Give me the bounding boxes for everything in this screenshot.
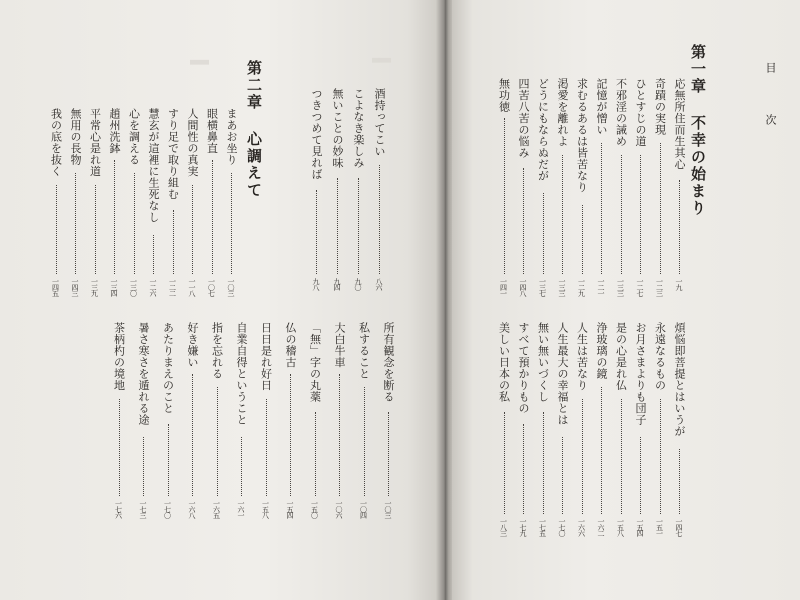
toc-entry-title: 是の心是れ仏: [614, 322, 628, 391]
toc-leader-dots: [75, 173, 76, 275]
toc-page-number: 一六一: [237, 500, 245, 518]
toc-entry-title: すべて預かりもの: [517, 322, 530, 414]
toc-page-number: 一六八: [188, 500, 196, 518]
toc-entry-title: こよなき楽しみ: [352, 88, 365, 169]
toc-leader-dots: [192, 185, 193, 274]
toc-entry-title: 我の底を抜く: [49, 108, 63, 177]
toc-entry-title: ひとすじの道: [634, 78, 647, 147]
toc-page-number: 一三九: [90, 278, 99, 296]
toc-page-number: 一六二: [597, 518, 605, 536]
toc-entry-title: 暑さ寒さを遁れる途: [137, 322, 150, 426]
toc-leader-dots: [364, 387, 365, 497]
chapter-2-title: 第二章 心調えて: [245, 60, 263, 199]
toc-page-number: 一七九: [519, 518, 527, 536]
toc-entry-title: まあお坐り: [225, 108, 238, 166]
toc-entry-title: 美しい日本の私: [497, 322, 511, 403]
toc-entry-title: 日日是れ好日: [259, 322, 273, 391]
toc-entry-title: 趙州洗鉢: [108, 108, 121, 154]
toc-page-number: 九八: [312, 278, 320, 290]
toc-leader-dots: [173, 210, 174, 274]
toc-leader-dots: [388, 412, 389, 497]
toc-page-number: 一〇六: [335, 500, 343, 518]
toc-page-number: 一四三: [71, 278, 79, 296]
toc-entry-title: 眼横鼻直: [205, 108, 219, 154]
toc-entry-title: どうにもならぬだが: [536, 78, 550, 182]
toc-entry-title: 求むるあるは皆苦なり: [575, 78, 589, 193]
toc-leader-dots: [358, 178, 359, 275]
toc-page-number: 一五〇: [310, 500, 319, 518]
toc-leader-dots: [134, 173, 135, 275]
toc-page-number: 一四八: [519, 278, 527, 296]
toc-entry-title: 酒持ってこい: [373, 88, 386, 157]
toc-page-number: 一七〇: [163, 500, 172, 518]
toc-entry-title: 大白牛車: [333, 322, 346, 368]
toc-page-number: 一三七: [538, 278, 547, 296]
toc-leader-dots: [379, 165, 380, 274]
toc-leader-dots: [562, 437, 563, 515]
toc-page-number: 一三〇: [129, 278, 138, 296]
toc-page-number: 一五一: [655, 518, 664, 536]
toc-entry-title: あたりまえのこと: [161, 322, 175, 414]
table-of-contents-label: 目 次: [764, 62, 777, 139]
toc-leader-dots: [660, 399, 661, 514]
toc-leader-dots: [504, 412, 505, 515]
toc-leader-dots: [316, 190, 317, 274]
toc-entry-title: 無いことの妙味: [331, 88, 344, 169]
toc-entry-title: 渇愛を離れよ: [556, 78, 569, 147]
toc-page-number: 一〇四: [359, 500, 368, 518]
toc-page-number: 一七〇: [558, 518, 566, 536]
toc-entry-title: 心を調える: [127, 108, 141, 166]
toc-entry-title: 記憶が憎い: [595, 78, 608, 136]
toc-entry-title: 指を忘れる: [210, 322, 224, 380]
toc-page-number: 一〇三: [227, 278, 235, 296]
toc-page-number: 一六五: [212, 500, 221, 518]
toc-entry-title: 浄玻璃の鏡: [595, 322, 608, 380]
toc-entry-title: 無功徳: [497, 78, 511, 113]
toc-leader-dots: [339, 374, 340, 496]
toc-page-number: 一二九: [577, 278, 586, 296]
toc-page-number: 一二二: [168, 278, 177, 296]
toc-page-number: 一七五: [538, 518, 547, 536]
toc-leader-dots: [56, 185, 57, 274]
toc-leader-dots: [621, 399, 622, 514]
toc-entry-title: つきつめて見れば: [310, 88, 323, 180]
toc-leader-dots: [95, 185, 96, 274]
toc-entry-title: 不邪淫の誡め: [614, 78, 628, 147]
toc-page-number: 一〇七: [207, 278, 216, 296]
toc-page-number: 一二七: [636, 278, 644, 296]
toc-entry-title: 永遠なるもの: [653, 322, 667, 391]
toc-leader-dots: [621, 155, 622, 274]
toc-leader-dots: [582, 399, 583, 514]
toc-page-number: 一二三: [655, 278, 664, 296]
toc-page-number: 一〇三: [384, 500, 392, 518]
toc-entry-title: 自業自得ということ: [235, 322, 248, 426]
toc-page-number: 一四五: [51, 278, 60, 296]
toc-entry-title: 人生は苦なり: [575, 322, 589, 391]
toc-leader-dots: [601, 143, 602, 275]
toc-leader-dots: [601, 387, 602, 515]
toc-leader-dots: [640, 155, 641, 274]
toc-leader-dots: [523, 168, 524, 275]
toc-entry-title: 「無」字の丸薬: [308, 322, 322, 403]
toc-leader-dots: [266, 399, 267, 496]
toc-leader-dots: [679, 180, 680, 274]
toc-page-number: 一七六: [114, 500, 123, 518]
toc-page-number: 八六: [375, 278, 383, 290]
toc-entry-title: 無い無いづくし: [536, 322, 550, 403]
toc-leader-dots: [543, 412, 544, 515]
toc-entry-title: 平常心是れ道: [88, 108, 102, 177]
toc-page-number: 一五八: [616, 518, 625, 536]
toc-entry-title: 慧玄が這裡に生死なし: [147, 108, 160, 223]
toc-entry-title: 奇蹟の実現: [653, 78, 667, 136]
toc-page-number: 一四一: [499, 278, 508, 296]
toc-entry-title: 仏の稽古: [284, 322, 297, 368]
toc-entry-title: お月さまよりも団子: [634, 322, 647, 426]
show-through-mark: ▍: [190, 60, 209, 75]
toc-leader-dots: [660, 143, 661, 275]
toc-entry-title: すり足で取り組む: [166, 108, 180, 200]
toc-leader-dots: [192, 374, 193, 496]
show-through-mark: ▍: [372, 58, 391, 73]
toc-page-number: 一五四: [286, 500, 294, 518]
toc-page-number: 九四: [333, 278, 341, 290]
toc-page-number: 一八三: [499, 518, 508, 536]
toc-page-number: 一六六: [577, 518, 586, 536]
toc-leader-dots: [168, 424, 169, 496]
toc-page-number: 一三三: [616, 278, 625, 296]
toc-leader-dots: [231, 173, 232, 275]
toc-leader-dots: [217, 387, 218, 497]
toc-page-number: 一四七: [675, 518, 683, 536]
toc-leader-dots: [153, 235, 154, 274]
toc-leader-dots: [290, 374, 291, 496]
toc-entry-title: 無用の長物: [69, 108, 82, 166]
toc-leader-dots: [212, 160, 213, 274]
toc-page-number: 一五四: [636, 518, 644, 536]
toc-page-number: 一二六: [149, 278, 157, 296]
toc-entry-title: 四苦八苦の悩み: [517, 78, 530, 159]
toc-page-number: 一七三: [139, 500, 147, 518]
toc-leader-dots: [679, 449, 680, 514]
toc-page-number: 一九: [675, 278, 683, 290]
toc-entry-title: 所有観念を断る: [382, 322, 395, 403]
toc-leader-dots: [562, 155, 563, 274]
toc-entry-title: 人間性の真実: [186, 108, 199, 177]
toc-leader-dots: [119, 399, 120, 496]
toc-entry-title: 応無所住而生其心: [673, 78, 686, 170]
toc-leader-dots: [315, 412, 316, 497]
toc-entry-title: 茶柄杓の境地: [112, 322, 126, 391]
toc-page-number: 一五八: [261, 500, 270, 518]
toc-page-number: 九〇: [354, 278, 362, 290]
toc-entry-title: 人生最大の幸福とは: [556, 322, 569, 426]
toc-leader-dots: [523, 424, 524, 514]
toc-entry-title: 好き嫌い: [186, 322, 199, 368]
toc-entry-title: 煩悩即菩提とはいうが: [673, 322, 686, 437]
toc-entry-title: 私すること: [357, 322, 371, 380]
toc-page-number: 一三三: [558, 278, 566, 296]
toc-page-number: 一一八: [188, 278, 196, 296]
toc-leader-dots: [543, 193, 544, 275]
toc-leader-dots: [582, 205, 583, 274]
toc-page-number: 一三四: [110, 278, 118, 296]
toc-leader-dots: [504, 118, 505, 275]
toc-leader-dots: [337, 178, 338, 275]
toc-leader-dots: [114, 160, 115, 274]
toc-leader-dots: [143, 437, 144, 497]
toc-leader-dots: [241, 437, 242, 497]
toc-page-number: 一二一: [597, 278, 605, 296]
toc-leader-dots: [640, 437, 641, 515]
chapter-1-title: 第一章 不幸の始まり: [689, 44, 707, 217]
